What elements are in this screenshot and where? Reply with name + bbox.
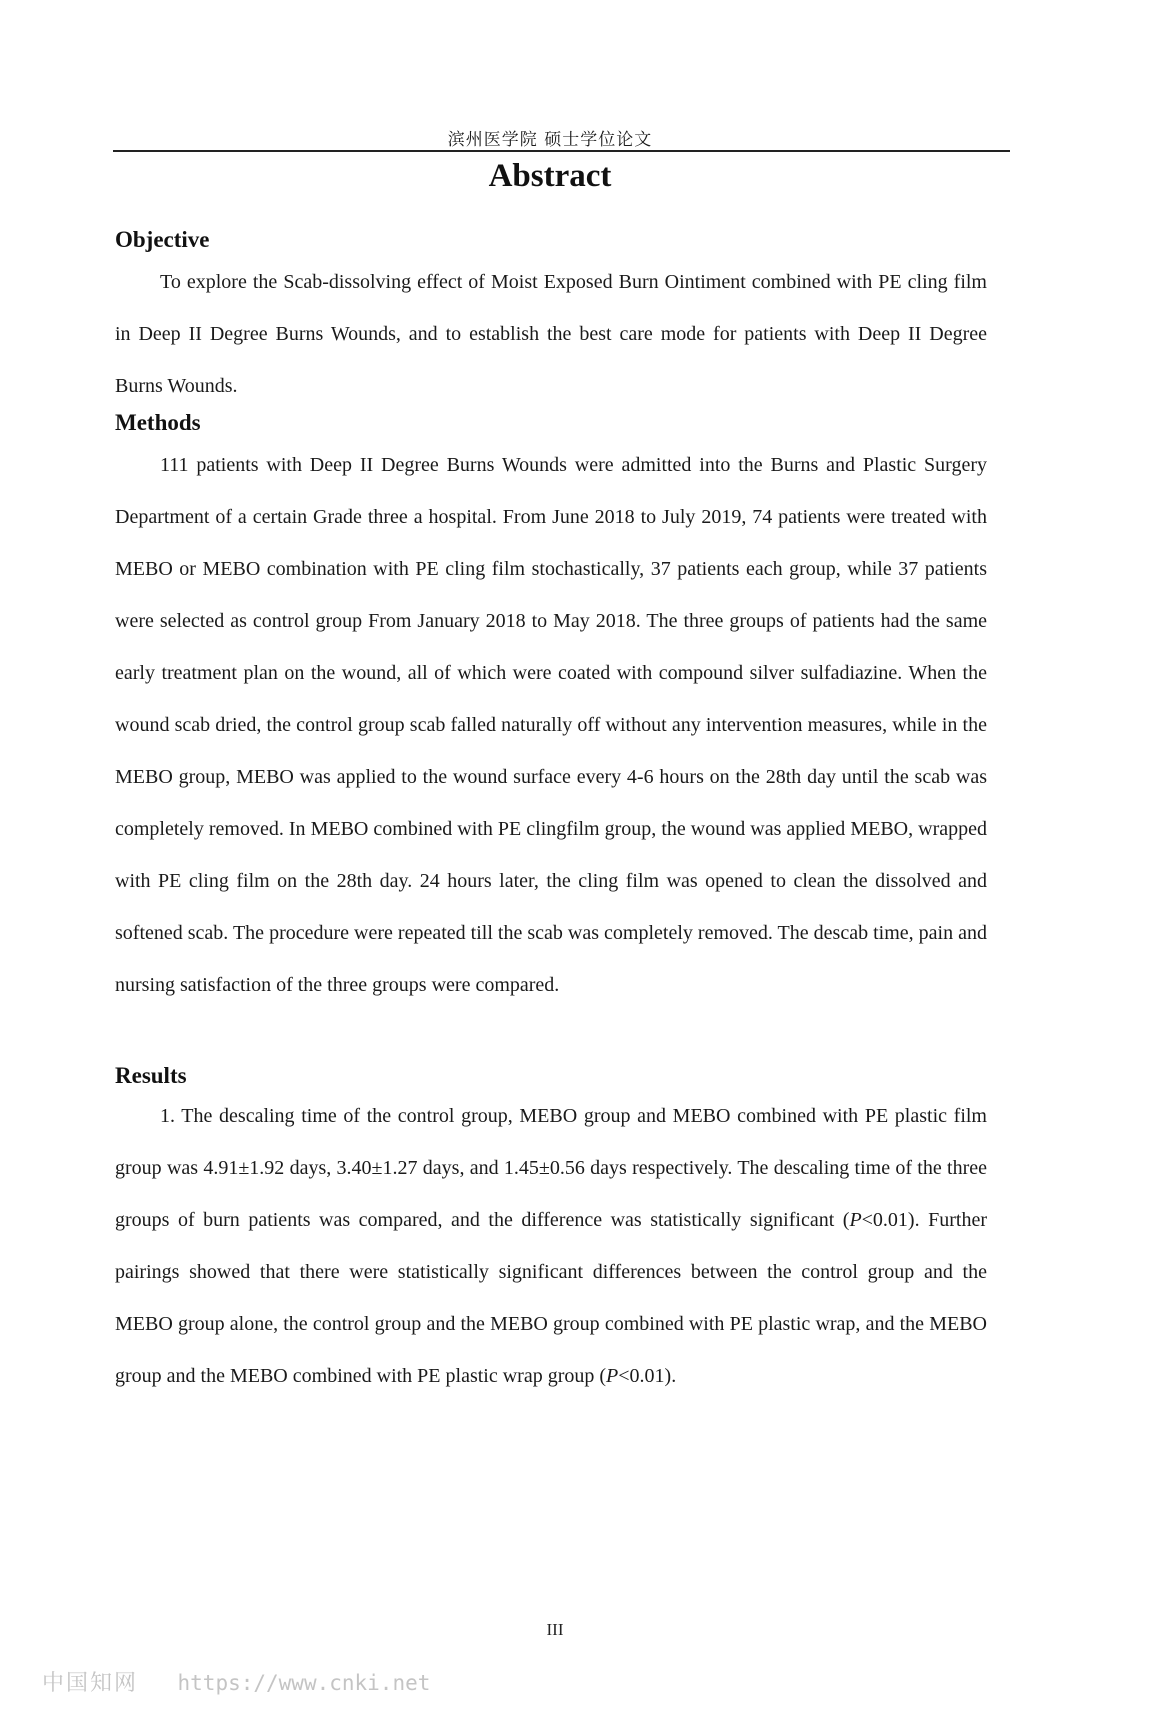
results-paragraph bbox=[115, 1090, 987, 1402]
methods-paragraph: 111 patients with Deep II Degree Burns Wounds were admitted into the Burns and Plastic Surgery Department of a certain Grade three a hospital. From June 2018 to July 2019, 74 patients were treated with MEBO or MEBO combination with PE cling film stochastically, 37 patients each group, while 37 patients were selected as control group From January 2018 to May 2018. The three groups of patients had the same early treatment plan on the wound, all of which were coated with compound silver sulfadiazine. When the wound scab dried, the control group scab falled naturally off without any intervention measures, while in the MEBO group, MEBO was applied to the wound surface every 4-6 hours on the 28th day until the scab was completely removed. In MEBO combined with PE clingfilm group, the wound was applied MEBO, wrapped with PE cling film on the 28th day. 24 hours later, the cling film was opened to clean the dissolved and softened scab. The procedure were repeated till the scab was completely removed. The descab time, pain and nursing satisfaction of the three groups were compared. bbox=[115, 454, 987, 996]
results-text-1: 1. The descaling time of the control group, MEBO group and MEBO combined with PE plastic film group was 4.91±1.92 days, 3.40±1.27 days, and 1.45±0.56 days respectively. The descaling time of the three groups of burn patients was compared, and the difference was statistically significant ( bbox=[115, 1105, 987, 1231]
p-value-symbol: P bbox=[606, 1365, 619, 1387]
objective-paragraph: To explore the Scab-dissolving effect of Moist Exposed Burn Ointiment combined with PE cling film in Deep II Degree Burns Wounds, and to establish the best care mode for patients with Deep II Degree Burns Wounds. bbox=[115, 271, 987, 397]
section-heading-methods: Methods bbox=[115, 410, 201, 435]
page-number: III bbox=[546, 1620, 564, 1639]
results-text-3: <0.01). bbox=[618, 1365, 677, 1387]
p-value-symbol: P bbox=[849, 1209, 862, 1231]
page-title: Abstract bbox=[488, 158, 612, 194]
section-heading-results: Results bbox=[115, 1063, 187, 1088]
cnki-watermark bbox=[42, 1666, 430, 1697]
watermark-name: 中国知网 bbox=[42, 1671, 139, 1696]
running-header: 滨州医学院 硕士学位论文 bbox=[447, 130, 653, 150]
results-text-2: <0.01). Further pairings showed that there were statistically significant differences between the control group and the MEBO group alone, the control group and the MEBO group combined with PE plastic wrap, and the MEBO group and the MEBO combined with PE plastic wrap group ( bbox=[115, 1209, 987, 1387]
section-heading-objective: Objective bbox=[115, 227, 210, 252]
watermark-url: https://www.cnki.net bbox=[177, 1671, 431, 1695]
header-rule bbox=[113, 150, 1010, 152]
